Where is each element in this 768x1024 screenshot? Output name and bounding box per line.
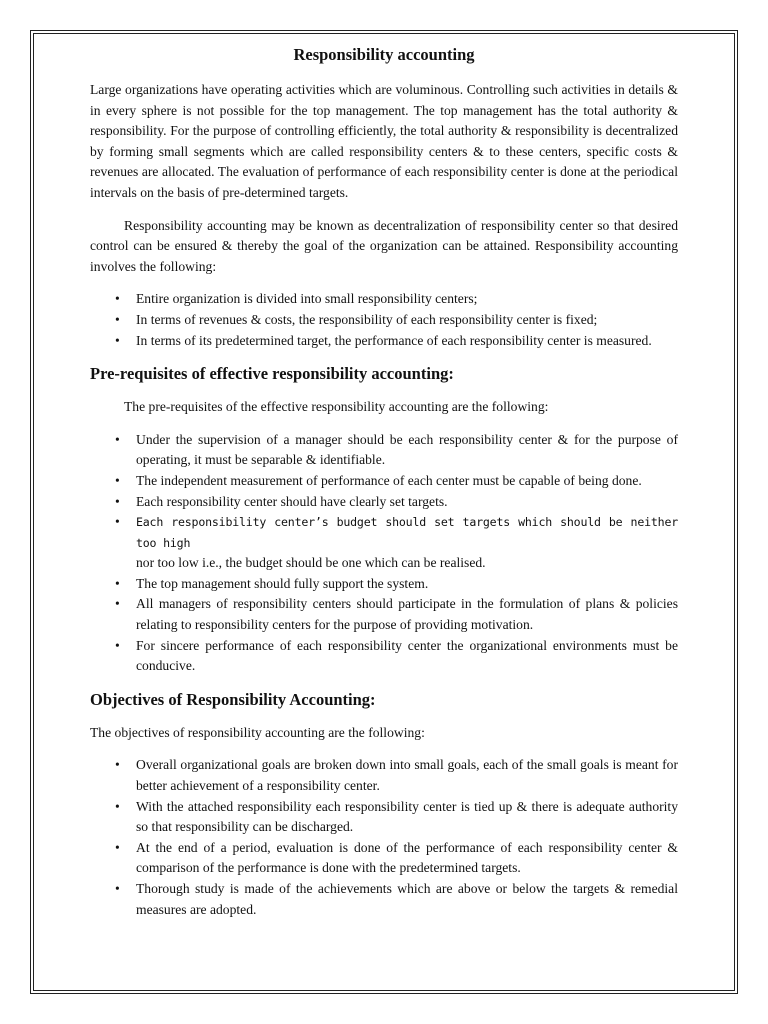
prereq-intro: The pre-requisites of the effective responsibility accounting are the following: [124, 399, 549, 415]
list-item: • At the end of a period, evaluation is done of the performance of each responsibility center & comparison of the performance is done with the predetermined targets. [136, 838, 678, 879]
list-item: • Entire organization is divided into small responsibility centers; [136, 289, 678, 310]
prereq-heading: Pre-requisites of effective responsibility accounting: [90, 364, 454, 384]
list-item: • In terms of revenues & costs, the responsibility of each responsibility center is fixed; [136, 310, 678, 331]
involves-list [90, 289, 678, 351]
document-body [90, 44, 678, 920]
objectives-intro: The objectives of responsibility accounting are the following: [90, 724, 425, 740]
list-item: • The independent measurement of performance of each center must be capable of being done. [136, 471, 678, 492]
list-item: • Under the supervision of a manager should be each responsibility center & for the purpose of operating, it must be separable & identifiable. [136, 430, 678, 471]
list-item: • Thorough study is made of the achievements which are above or below the targets & remedial measures are adopted. [136, 879, 678, 920]
list-item: • With the attached responsibility each responsibility center is tied up & there is adequate authority so that responsibility can be discharged. [136, 797, 678, 838]
list-item: • Each responsibility center should have clearly set targets. [136, 492, 678, 513]
intro-paragraph: Large organizations have operating activities which are voluminous. Controlling such activities in details & in every sphere is not possible for the top management. The top management has the total authority & responsibility. For the purpose of controlling efficiently, the total authority & responsibility is decentralized by forming small segments which are called responsibility centers & to these centers, specific costs & revenues are allocated. The evaluation of performance of each responsibility center is done at the periodical intervals on the basis of pre-determined targets. [90, 82, 678, 200]
list-item-line: nor too low i.e., the budget should be one which can be realised. [136, 555, 486, 571]
list-item [136, 512, 678, 574]
objectives-heading: Objectives of Responsibility Accounting: [90, 689, 376, 709]
prereq-list [90, 430, 678, 677]
list-item: • Overall organizational goals are broken down into small goals, each of the small goals is meant for better achievement of a responsibility center. [136, 755, 678, 796]
list-item: • In terms of its predetermined target, the performance of each responsibility center is measured. [136, 331, 678, 352]
list-item: • The top management should fully support the system. [136, 574, 678, 595]
list-item: • For sincere performance of each responsibility center the organizational environments must be conducive. [136, 636, 678, 677]
list-item-line: Each responsibility center’s budget should set targets which should be neither too high [136, 515, 678, 550]
second-paragraph: Responsibility accounting may be known as decentralization of responsibility center so that desired control can be ensured & thereby the goal of the organization can be attained. Responsibility accounting involves the following: [90, 217, 678, 274]
document-title: Responsibility accounting [293, 45, 475, 64]
objectives-list [90, 755, 678, 920]
list-item: • All managers of responsibility centers should participate in the formulation of plans & policies relating to responsibility centers for the purpose of providing motivation. [136, 594, 678, 635]
